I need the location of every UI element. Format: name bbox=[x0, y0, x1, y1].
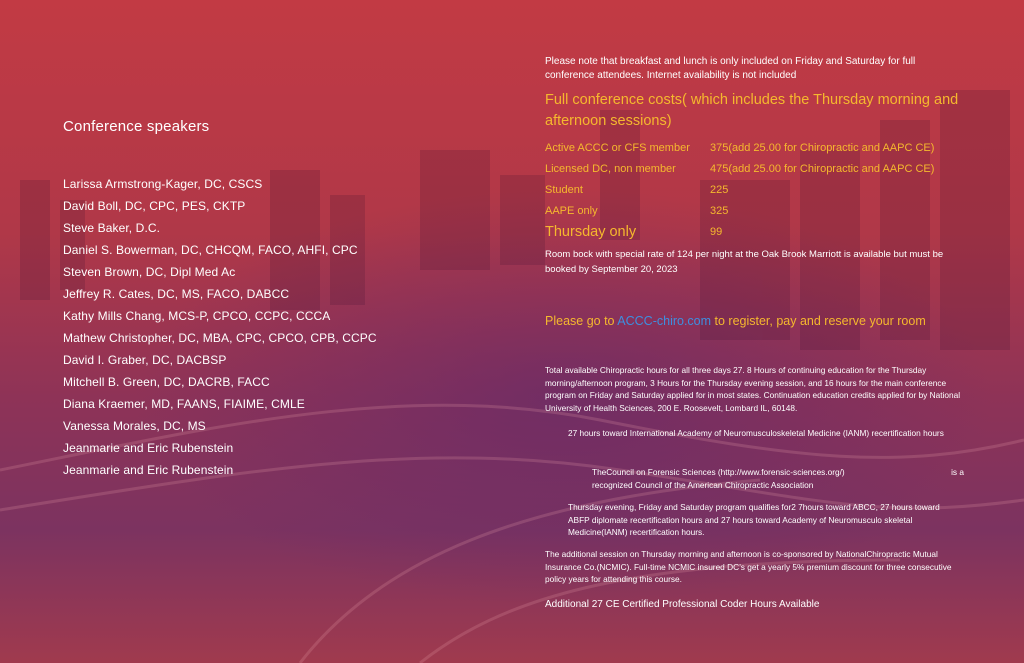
cost-value: 475(add 25.00 for Chiropractic and AAPC CE) bbox=[710, 163, 935, 175]
cost-label: AAPE only bbox=[545, 205, 598, 217]
speakers-heading: Conference speakers bbox=[63, 118, 210, 135]
ianm-paragraph: 27 hours toward International Academy of Neuromusculoskeletal Medicine (IANM) recertification hours bbox=[568, 428, 944, 438]
costs-heading: Full conference costs( which includes the Thursday morning and afternoon sessions) bbox=[545, 92, 959, 129]
ncmic-paragraph: The additional session on Thursday morning and afternoon is co-sponsored by NationalChiropractic Mutual Insurance Co.(NCMIC). Full-time NCMIC insured DC’s get a yearly 5% premium discount for three consecutive policy years for attending this course. bbox=[545, 549, 952, 584]
cost-value: 375(add 25.00 for Chiropractic and AAPC CE) bbox=[710, 142, 935, 154]
speakers-list bbox=[63, 173, 483, 481]
forensic-text-cont: recognized Council of the American Chiropractic Association bbox=[592, 479, 814, 490]
register-line bbox=[545, 314, 965, 328]
cost-value: 325 bbox=[710, 205, 729, 217]
hours-paragraph: Total available Chiropractic hours for all three days 27. 8 Hours of continuing education for the Thursday morning/afternoon program, 3 Hours for the Thursday evening session, and 16 hours for the main conference program on Friday and Saturday applied for in most states. Continuation education credits applied for by National University of Health Sciences, 200 E. Roosevelt, Lombard IL, 60148. bbox=[545, 365, 961, 413]
cost-value: 99 bbox=[710, 226, 723, 238]
speaker-name: Vanessa Morales, DC, MS bbox=[63, 419, 206, 433]
forensic-text: TheCouncil on Forensic Sciences (http://www.forensic-sciences.org/) bbox=[592, 467, 845, 477]
speaker-name: Jeanmarie and Eric Rubenstein bbox=[63, 441, 234, 455]
cost-row-thursday bbox=[545, 222, 965, 243]
abcc-paragraph: Thursday evening, Friday and Saturday program qualifies for2 7hours toward ABCC, 27 hours toward ABFP diplomate recertification hours and 27 hours toward Academy of Neuromusculo skeletal Medicine(IANM) recertification hours. bbox=[568, 502, 940, 537]
cost-label: Thursday only bbox=[545, 224, 637, 240]
speaker-name: Daniel S. Bowerman, DC, CHCQM, FACO, AHFI, CPC bbox=[63, 243, 358, 257]
cost-row bbox=[545, 201, 965, 222]
speakers-section bbox=[63, 118, 483, 481]
speaker-name: David I. Graber, DC, DACBSP bbox=[63, 353, 227, 367]
speaker-name: Steven Brown, DC, Dipl Med Ac bbox=[63, 265, 236, 279]
forensic-paragraph bbox=[592, 466, 964, 491]
speaker-name: Larissa Armstrong-Kager, DC, CSCS bbox=[63, 177, 263, 191]
speaker-name: Kathy Mills Chang, MCS-P, CPCO, CCPC, CCCA bbox=[63, 309, 331, 323]
room-note: Room bock with special rate of 124 per night at the Oak Brook Marriott is available but must be booked by September 20, 2023 bbox=[545, 249, 944, 275]
register-before: Please go to bbox=[545, 314, 618, 328]
cost-label: Licensed DC, non member bbox=[545, 163, 676, 175]
register-link[interactable]: ACCC-chiro.com bbox=[617, 314, 712, 328]
cost-row bbox=[545, 159, 965, 180]
cost-row bbox=[545, 138, 965, 159]
speaker-name: Diana Kraemer, MD, FAANS, FIAIME, CMLE bbox=[63, 397, 305, 411]
cost-value: 225 bbox=[710, 184, 729, 196]
speaker-name: Mitchell B. Green, DC, DACRB, FACC bbox=[63, 375, 270, 389]
speaker-name: Jeffrey R. Cates, DC, MS, FACO, DABCC bbox=[63, 287, 290, 301]
cost-label: Student bbox=[545, 184, 583, 196]
info-section bbox=[545, 55, 965, 328]
coder-hours-note: Additional 27 CE Certified Professional Coder Hours Available bbox=[545, 599, 820, 610]
forensic-text-end: is a bbox=[951, 467, 964, 477]
speaker-name: Steve Baker, D.C. bbox=[63, 221, 161, 235]
meal-note: Please note that breakfast and lunch is only included on Friday and Saturday for full conference attendees. Internet availability is not included bbox=[545, 56, 916, 81]
cost-row bbox=[545, 180, 965, 201]
costs-table bbox=[545, 138, 965, 243]
cost-label: Active ACCC or CFS member bbox=[545, 142, 690, 154]
speaker-name: David Boll, DC, CPC, PES, CKTP bbox=[63, 199, 246, 213]
register-after: to register, pay and reserve your room bbox=[711, 314, 926, 328]
speaker-name: Jeanmarie and Eric Rubenstein bbox=[63, 463, 234, 477]
speaker-name: Mathew Christopher, DC, MBA, CPC, CPCO, CPB, CCPC bbox=[63, 331, 377, 345]
